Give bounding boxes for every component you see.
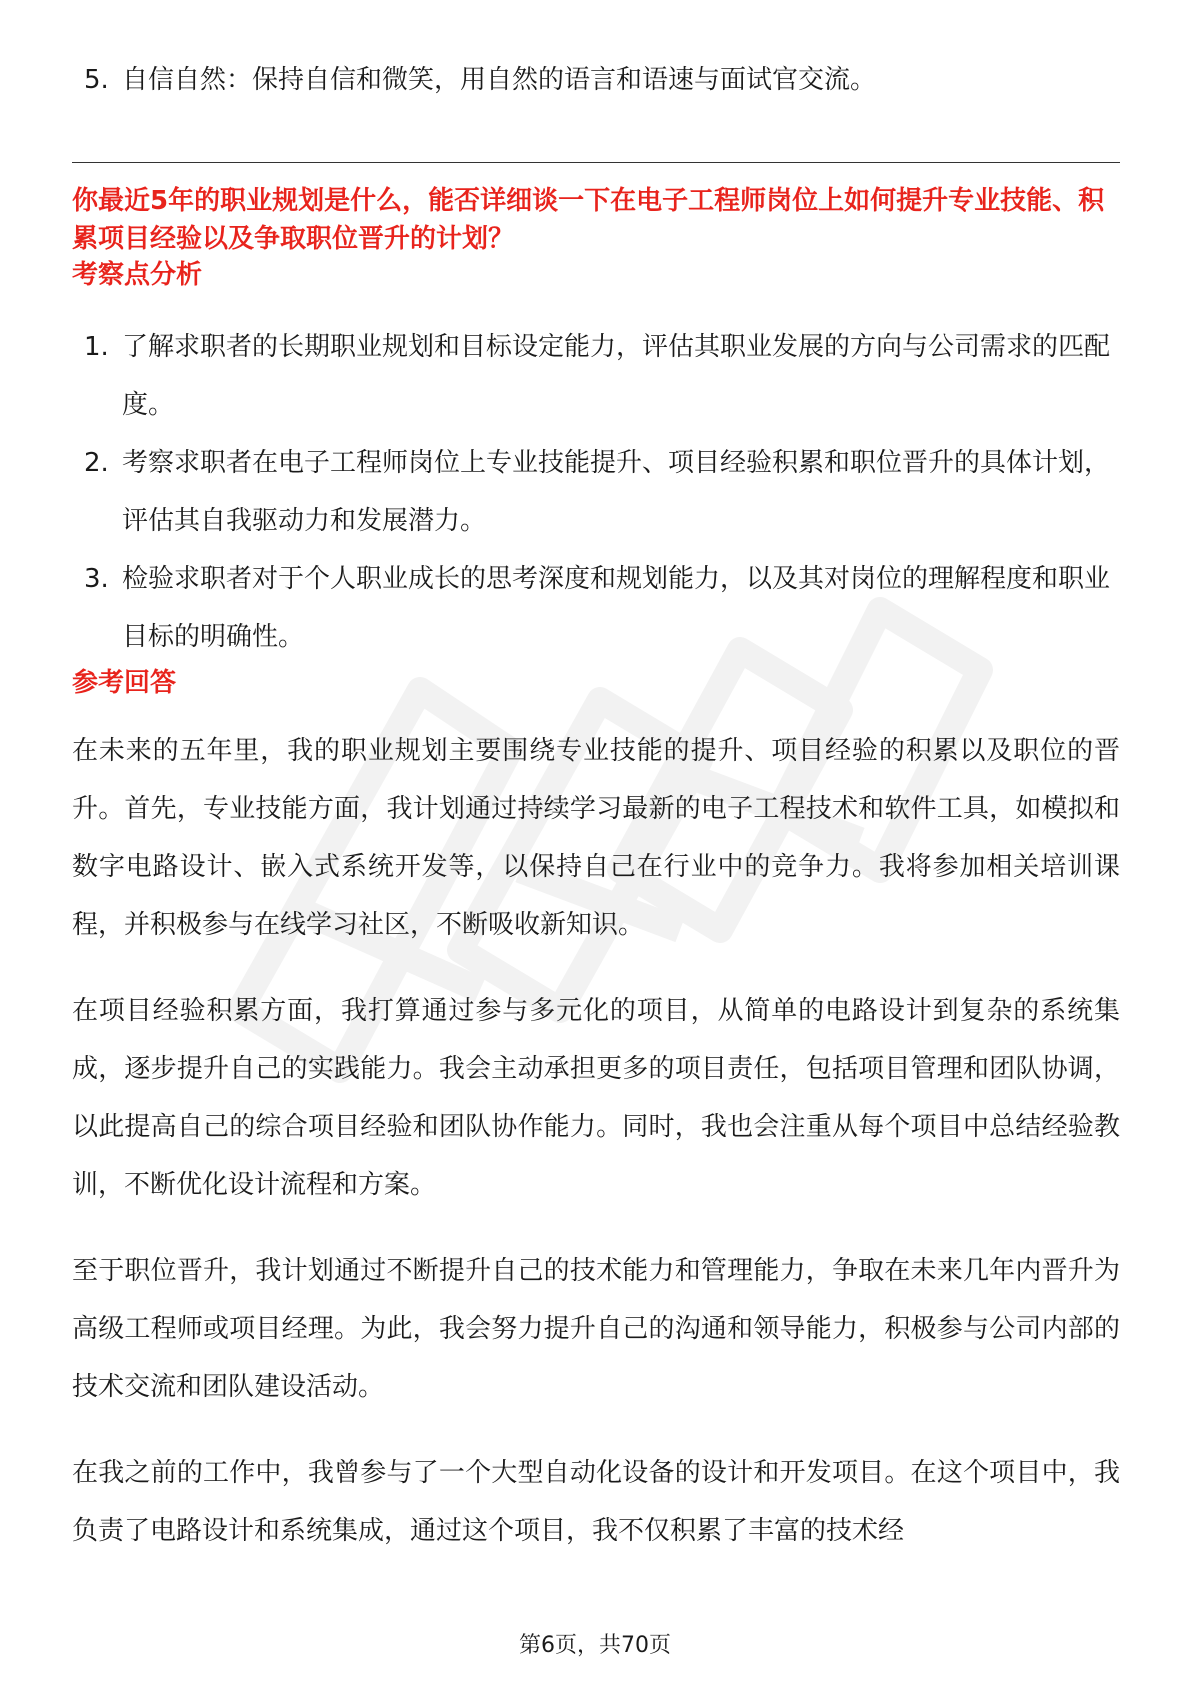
list-item <box>84 434 1120 550</box>
list-number: 2. <box>84 448 109 478</box>
answer-body <box>72 722 1120 1588</box>
list-number: 5. <box>84 65 109 95</box>
list-number: 1. <box>84 332 109 362</box>
analysis-title: 考察点分析 <box>72 260 203 290</box>
answer-paragraph: 在我之前的工作中，我曾参与了一个大型自动化设备的设计和开发项目。在这个项目中，我负责了电路设计和系统集成，通过这个项目，我不仅积累了丰富的技术经 <box>72 1458 1120 1546</box>
list-item <box>84 60 876 100</box>
list-text: 自信自然：保持自信和微笑，用自然的语言和语速与面试官交流。 <box>122 65 877 95</box>
list-text: 了解求职者的长期职业规划和目标设定能力，评估其职业发展的方向与公司需求的匹配度。 <box>122 332 1111 420</box>
answer-paragraph: 至于职位晋升，我计划通过不断提升自己的技术能力和管理能力，争取在未来几年内晋升为高级工程师或项目经理。为此，我会努力提升自己的沟通和领导能力，积极参与公司内部的技术交流和团队建设活动。 <box>72 1256 1120 1402</box>
list-text: 考察求职者在电子工程师岗位上专业技能提升、项目经验积累和职位晋升的具体计划，评估其自我驱动力和发展潜力。 <box>122 448 1111 536</box>
analysis-list <box>84 318 1120 666</box>
answer-title: 参考回答 <box>72 668 177 698</box>
list-item <box>84 550 1120 666</box>
list-text: 检验求职者对于个人职业成长的思考深度和规划能力，以及其对岗位的理解程度和职业目标的明确性。 <box>122 564 1111 652</box>
list-item <box>84 318 1120 434</box>
page-footer: 第6页，共70页 <box>519 1633 671 1658</box>
list-number: 3. <box>84 564 109 594</box>
answer-paragraph: 在未来的五年里，我的职业规划主要围绕专业技能的提升、项目经验的积累以及职位的晋升。首先，专业技能方面，我计划通过持续学习最新的电子工程技术和软件工具，如模拟和数字电路设计、嵌入式系统开发等，以保持自己在行业中的竞争力。我将参加相关培训课程，并积极参与在线学习社区，不断吸收新知识。 <box>72 736 1120 940</box>
section-divider <box>72 162 1120 163</box>
question-heading: 你最近5年的职业规划是什么，能否详细谈一下在电子工程师岗位上如何提升专业技能、积累项目经验以及争取职位晋升的计划？ <box>72 186 1105 254</box>
answer-paragraph: 在项目经验积累方面，我打算通过参与多元化的项目，从简单的电路设计到复杂的系统集成，逐步提升自己的实践能力。我会主动承担更多的项目责任，包括项目管理和团队协调，以此提高自己的综合项目经验和团队协作能力。同时，我也会注重从每个项目中总结经验教训，不断优化设计流程和方案。 <box>72 996 1120 1200</box>
